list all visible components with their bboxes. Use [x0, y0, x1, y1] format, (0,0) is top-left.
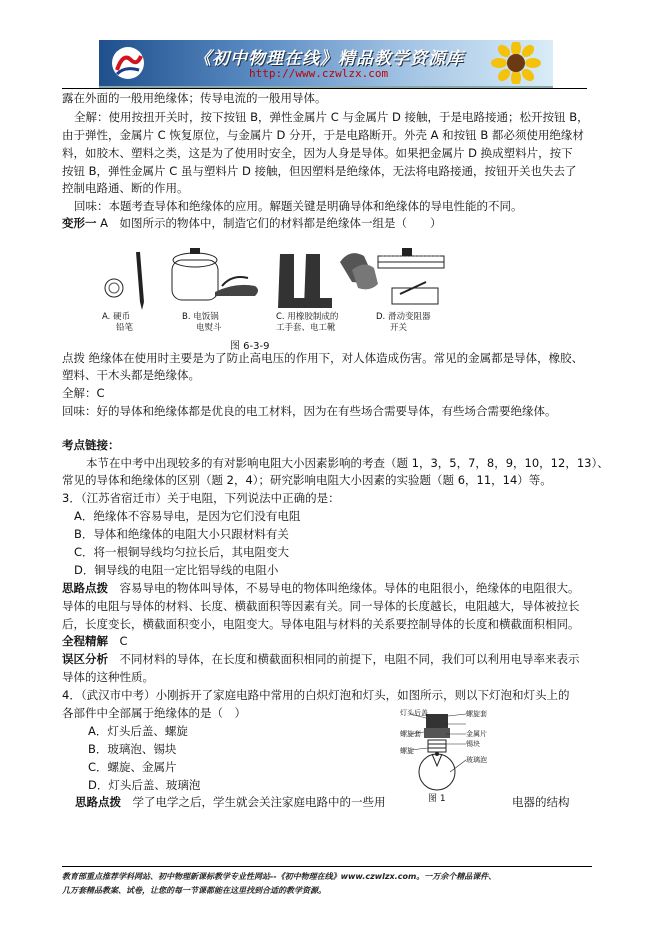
rice-cooker-iron-icon [172, 248, 258, 300]
text-line: 塑料、干木头都是绝缘体。 [62, 368, 200, 382]
text-line: 本节在中考中出现较多的有对影响电阻大小因素影响的考查（题 1，3，5，7，8，9，10，12，13）、 [86, 456, 609, 470]
text-line: 后，长度变长，横截面积变小，电阻变大。导体电阻与材料的关系要控制导体的长度和横截面积相同。 [62, 617, 580, 631]
text-line: 电器的结构 [512, 795, 570, 809]
label-tin-block: 锡块 [466, 740, 480, 748]
answer-label: 全程精解 [62, 634, 108, 648]
figure-6-3-9-drawing [100, 242, 450, 322]
section-heading: 考点链接： [62, 438, 120, 452]
error-analysis-label: 误区分析 [62, 652, 108, 666]
option-c: C．螺旋、金属片 [88, 760, 177, 774]
variant-question [62, 216, 442, 230]
question-4: 4．（武汉市中考）小刚拆开了家庭电路中常用的白炽灯泡和灯头，如图所示，则以下灯泡和灯头上的 [62, 688, 570, 702]
coin-pencil-icon [105, 252, 144, 310]
footer-rule [62, 866, 592, 867]
text-line: 点拨 绝缘体在使用时主要是为了防止高电压的作用下，对人体造成伤害。常见的金属都是导体，橡胶、 [62, 351, 584, 365]
caption-c: C. 用橡胶制成的 工手套、电工靴 [276, 312, 339, 333]
option-b: B．玻璃泡、锡块 [88, 742, 177, 756]
text-line: 回味：好的导体和绝缘体都是优良的电工材料，因为在有些场合需要导体，有些场合需要绝缘体。 [62, 404, 557, 418]
figure-6-3-9 [100, 242, 450, 347]
option-c: C．将一根铜导线均匀拉长后，其电阻变大 [74, 545, 290, 559]
option-d: D．灯头后盖、玻璃泡 [88, 778, 201, 792]
answer-line [62, 634, 128, 648]
hint-text: 容易导电的物体叫导体，不易导电的物体叫绝缘体。导体的电阻很小，绝缘体的电阻很大。 [108, 581, 580, 595]
variant-label: 变形一 [62, 216, 97, 230]
figure-1-caption: 图 1 [428, 794, 446, 804]
text-line: 控制电路通、断的作用。 [62, 181, 189, 195]
option-b: B．导体和绝缘体的电阻大小只跟材料有关 [74, 527, 289, 541]
hint-line [75, 795, 386, 809]
text-line: 全解：C [62, 386, 105, 400]
text-line: 按钮 B，弹性金属片 C 虽与塑料片 D 接触，但因塑料是绝缘体，无法将电路接通，按钮开关也失去了 [62, 164, 577, 178]
header-banner [99, 40, 553, 88]
text-line: 导体的电阻与导体的材料、长度、横截面积等因素有关。同一导体的长度越长，电阻越大，导体被拉长 [62, 599, 580, 613]
text-line: 各部件中全部属于绝缘体的是（ ） [62, 706, 246, 720]
option-d: D．铜导线的电阻一定比铝导线的电阻小 [74, 563, 279, 577]
footer-line-1: 教育部重点推荐学科网站、初中物理新课标教学专业性网站--《初中物理在线》www.czwlzx.com。一万余个精品课件、 [62, 872, 497, 881]
label-metal-sheet: 金属片 [466, 730, 487, 738]
option-a: A．绝缘体不容易导电，是因为它们没有电阻 [74, 509, 301, 523]
caption-d: D. 滑动变阻器 开关 [376, 312, 431, 333]
site-logo-icon [111, 46, 145, 80]
label-screw-sleeve: 螺旋套 [400, 730, 421, 738]
sunflower-icon [485, 42, 547, 84]
error-analysis-text: 不同材料的导体，在长度和横截面积相同的前提下，电阻不同，我们可以利用电导率来表示 [108, 652, 580, 666]
text-line: 常见的导体和绝缘体的区别（题 2，4）；研究影响电阻大小因素的实验题（题 6，11，14）等。 [62, 473, 552, 487]
site-url[interactable]: http://www.czwlzx.com [249, 67, 389, 80]
label-rear-cover: 灯头后盖 [400, 709, 428, 717]
label-rear-cover-right: 螺旋套 [466, 710, 487, 718]
hint-label: 思路点拨 [62, 581, 108, 595]
hint-text: 学了电学之后，学生就会关注家庭电路中的一些用 [121, 795, 386, 809]
text-line: 露在外面的一般用绝缘体；传导电流的一般用导体。 [62, 91, 327, 105]
question-3: 3．（江苏省宿迁市）关于电阻，下列说法中正确的是： [62, 491, 340, 505]
light-bulb-icon [400, 710, 508, 810]
text-line: 全解：使用按扭开关时，按下按钮 B，弹性金属片 C 与金属片 D 接触，于是电路接通；松开按钮 B， [74, 110, 589, 124]
header-rule [62, 88, 587, 89]
footer-line-2: 几万套精品教案、试卷，让您的每一节课都能在这里找到合适的教学资源。 [62, 886, 326, 895]
text-line: 由于弹性，金属片 C 恢复原位，与金属片 D 分开，于是电路断开。外壳 A 和按钮 B 都必须使用绝缘材 [62, 128, 584, 142]
label-screw: 螺旋 [400, 747, 414, 755]
error-analysis-line [62, 652, 580, 666]
text-line: 回味：本题考查导体和绝缘体的应用。解题关键是明确导体和绝缘体的导电性能的不同。 [74, 199, 523, 213]
caption-a: A. 硬币 铅笔 [102, 312, 134, 333]
hint-line [62, 581, 580, 595]
figure-1-bulb [400, 710, 508, 810]
rubber-gloves-boots-icon [278, 253, 378, 308]
figure-label: 图 6-3-9 [230, 341, 270, 352]
text-line: 料，如胶木、塑料之类，这是为了使用时安全，因为人身是导体。如果把金属片 D 换成塑料片，按下 [62, 146, 573, 160]
answer-text: C [108, 634, 128, 648]
option-a: A．灯头后盖、螺旋 [88, 724, 188, 738]
text-line: 导体的这种性质。 [62, 670, 154, 684]
caption-b: B. 电饭锅 电熨斗 [182, 312, 222, 333]
variant-text: A 如图所示的物体中，制造它们的材料都是绝缘体一组是（ ） [96, 216, 442, 230]
hint-label: 思路点拨 [75, 795, 121, 809]
label-glass-bulb: 玻璃泡 [466, 756, 487, 764]
site-title: 《初中物理在线》精品教学资源库 [194, 49, 464, 69]
rheostat-switch-icon [378, 248, 444, 304]
footer [62, 870, 592, 898]
